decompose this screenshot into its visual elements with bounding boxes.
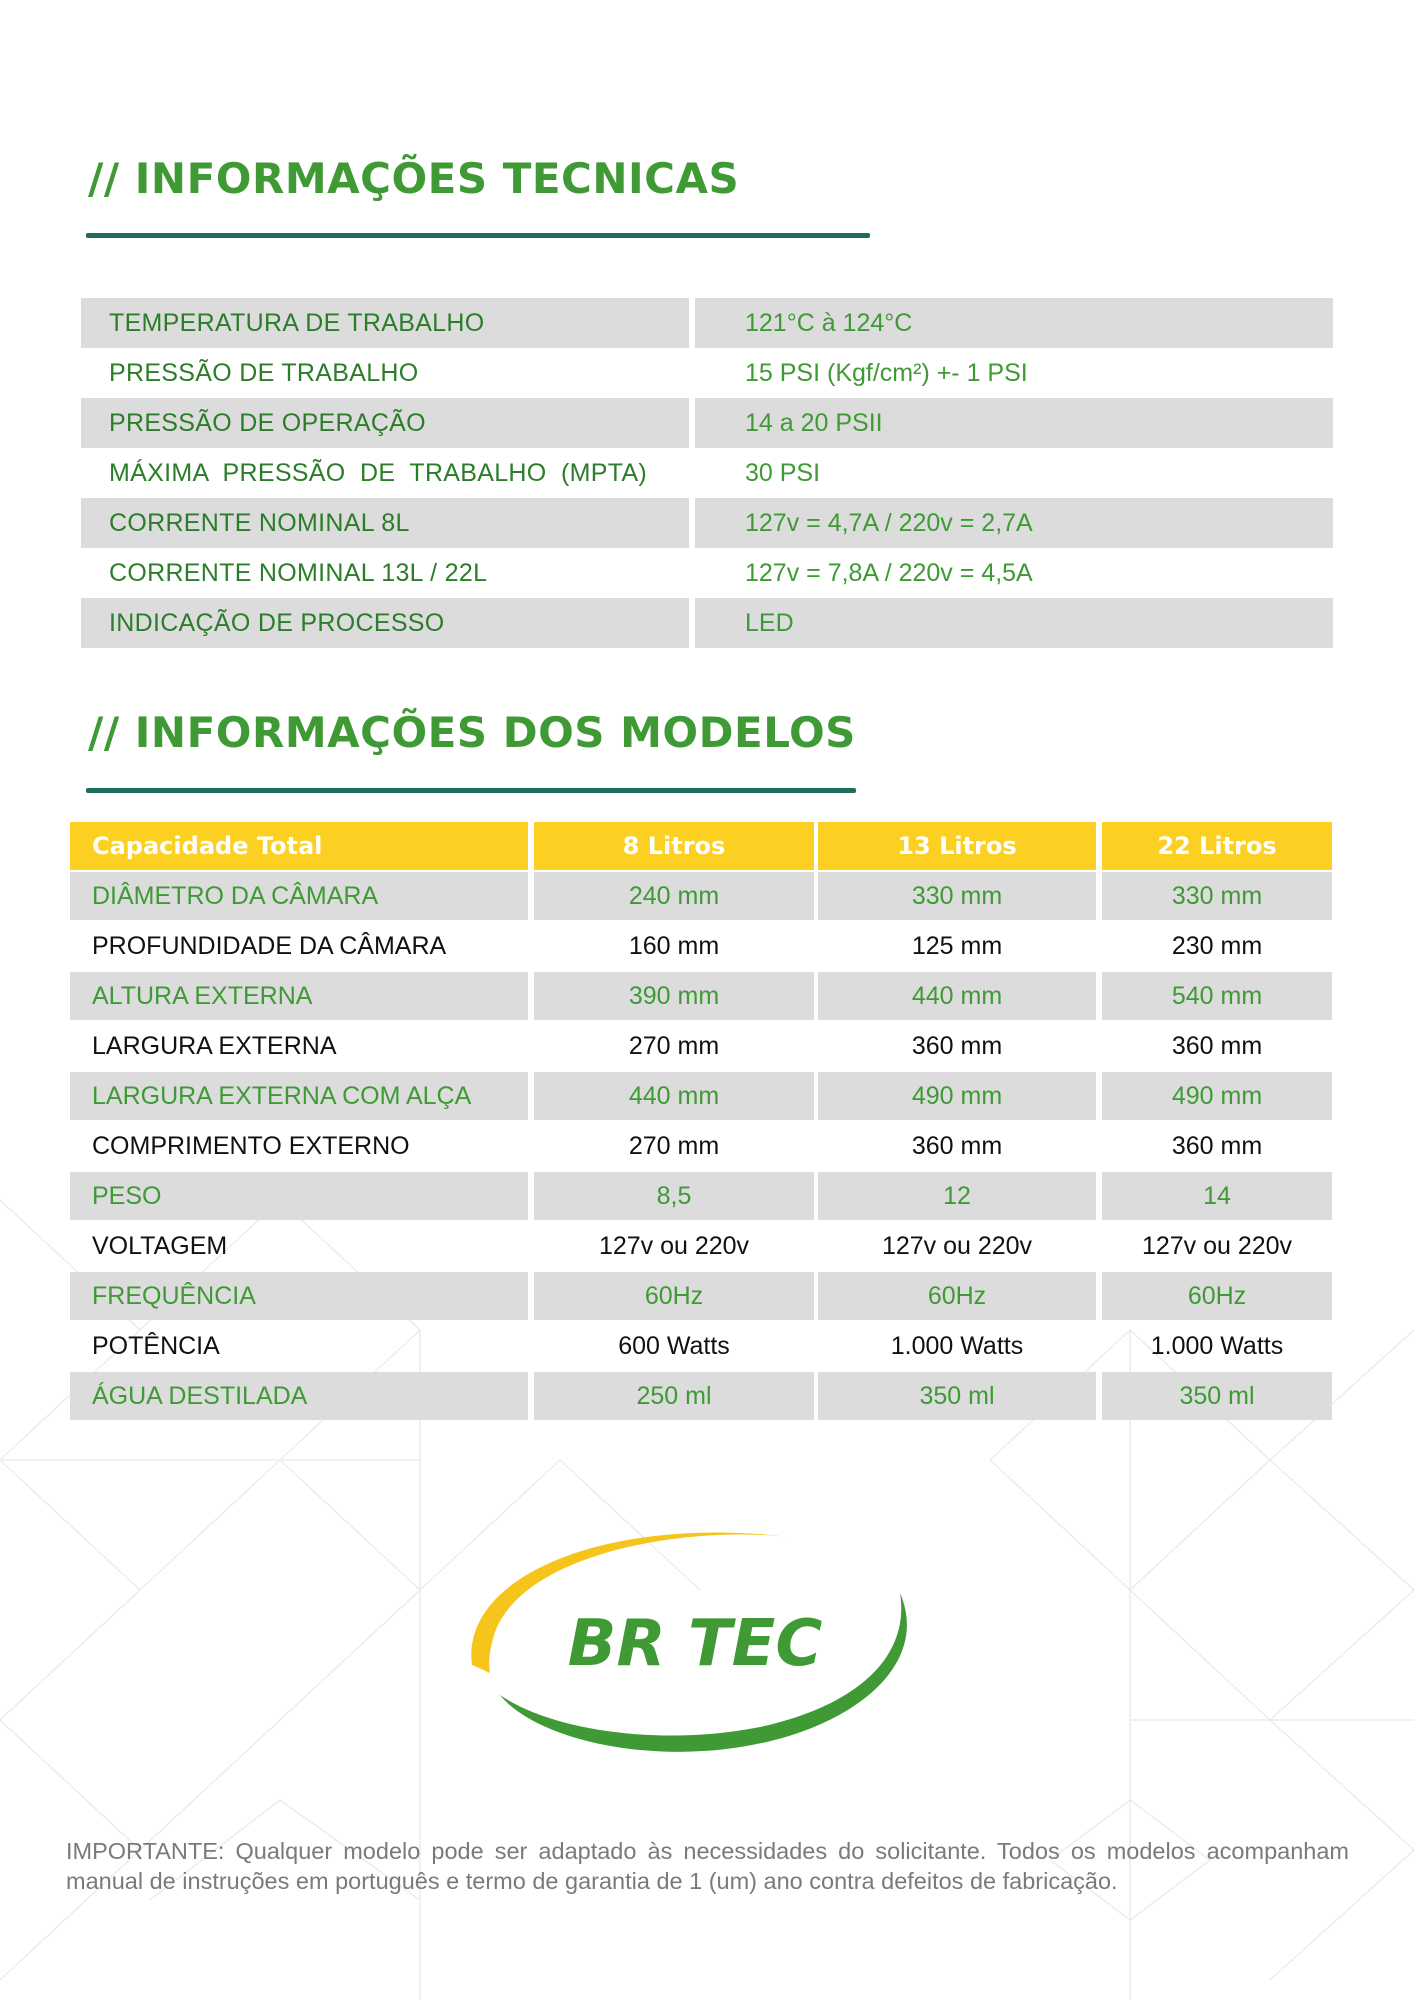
tech-row (81, 598, 1333, 648)
cell-13l: 125 mm (911, 931, 1003, 960)
tech-value: 121°C à 124°C (695, 298, 1333, 348)
table-row (70, 1372, 1334, 1422)
cell-8l: 250 ml (534, 1372, 814, 1420)
table-row (70, 872, 1334, 922)
tech-value: 127v = 4,7A / 220v = 2,7A (695, 498, 1333, 548)
cell-8l: 240 mm (534, 872, 814, 920)
cell-22l: 230 mm (1171, 931, 1263, 960)
cell-13l: 60Hz (818, 1272, 1096, 1320)
tech-row (81, 398, 1333, 448)
tech-value: 15 PSI (Kgf/cm²) +- 1 PSI (745, 358, 1028, 387)
table-row (70, 922, 1334, 972)
cell-8l: 160 mm (628, 931, 720, 960)
tech-value: 14 a 20 PSII (695, 398, 1333, 448)
tech-row (81, 348, 1333, 398)
cell-22l: 490 mm (1102, 1072, 1332, 1120)
footnote-text: IMPORTANTE: Qualquer modelo pode ser adaptado às necessidades do solicitante. Todos os modelos acompanham manual de instruções em português e termo de garantia de 1 (um) ano contra defeitos de fabricação. (66, 1838, 1349, 1894)
models-section-rule (86, 788, 856, 793)
logo-text: BR TEC (567, 1607, 823, 1681)
cell-22l: 540 mm (1102, 972, 1332, 1020)
row-label: POTÊNCIA (92, 1331, 220, 1360)
row-label: FREQUÊNCIA (70, 1272, 528, 1320)
header-cell: 22 Litros (1102, 822, 1332, 870)
row-label: LARGURA EXTERNA COM ALÇA (70, 1072, 528, 1120)
row-label: ALTURA EXTERNA (70, 972, 528, 1020)
cell-13l: 330 mm (818, 872, 1096, 920)
tech-label: TEMPERATURA DE TRABALHO (81, 298, 689, 348)
header-cell: 8 Litros (534, 822, 814, 870)
tech-label: CORRENTE NOMINAL 8L (81, 498, 689, 548)
header-cell: Capacidade Total (70, 822, 528, 870)
cell-22l: 330 mm (1102, 872, 1332, 920)
tech-row (81, 548, 1333, 598)
tech-label: CORRENTE NOMINAL 13L / 22L (109, 558, 488, 587)
table-row (70, 972, 1334, 1022)
tech-label: INDICAÇÃO DE PROCESSO (81, 598, 689, 648)
cell-13l: 360 mm (911, 1031, 1003, 1060)
table-row (70, 1022, 1334, 1072)
row-label: COMPRIMENTO EXTERNO (92, 1131, 410, 1160)
tech-value: 30 PSI (745, 458, 821, 487)
models-section-title: // INFORMAÇÕES DOS MODELOS (88, 708, 856, 757)
cell-13l: 360 mm (911, 1131, 1003, 1160)
cell-8l: 127v ou 220v (598, 1231, 750, 1260)
row-label: PROFUNDIDADE DA CÂMARA (92, 931, 447, 960)
row-label: LARGURA EXTERNA (92, 1031, 337, 1060)
cell-13l: 490 mm (818, 1072, 1096, 1120)
tech-value: LED (695, 598, 1333, 648)
cell-13l: 440 mm (818, 972, 1096, 1020)
cell-8l: 270 mm (628, 1131, 720, 1160)
cell-8l: 60Hz (534, 1272, 814, 1320)
tech-label: MÁXIMA PRESSÃO DE TRABALHO (MPTA) (109, 458, 648, 487)
cell-22l: 360 mm (1171, 1131, 1263, 1160)
cell-22l: 14 (1102, 1172, 1332, 1220)
tech-row (81, 298, 1333, 348)
cell-22l: 360 mm (1171, 1031, 1263, 1060)
table-row (70, 1072, 1334, 1122)
brtec-logo (460, 1515, 920, 1770)
cell-8l: 390 mm (534, 972, 814, 1020)
table-row (70, 1322, 1334, 1372)
tech-value: 127v = 7,8A / 220v = 4,5A (745, 558, 1033, 587)
row-label: DIÂMETRO DA CÂMARA (70, 872, 528, 920)
tech-label: PRESSÃO DE OPERAÇÃO (81, 398, 689, 448)
cell-13l: 12 (818, 1172, 1096, 1220)
cell-8l: 600 Watts (618, 1331, 730, 1360)
cell-13l: 1.000 Watts (890, 1331, 1024, 1360)
models-table (70, 822, 1334, 1422)
models-table-header (70, 822, 1334, 872)
cell-22l: 1.000 Watts (1150, 1331, 1284, 1360)
tech-section-rule (86, 233, 870, 238)
table-row (70, 1122, 1334, 1172)
tech-info-table (81, 298, 1333, 648)
tech-section-title: // INFORMAÇÕES TECNICAS (88, 154, 740, 203)
cell-8l: 440 mm (534, 1072, 814, 1120)
row-label: PESO (70, 1172, 528, 1220)
table-row (70, 1272, 1334, 1322)
row-label: ÁGUA DESTILADA (70, 1372, 528, 1420)
cell-13l: 350 ml (818, 1372, 1096, 1420)
tech-row (81, 498, 1333, 548)
tech-row (81, 448, 1333, 498)
header-cell: 13 Litros (818, 822, 1096, 870)
cell-22l: 350 ml (1102, 1372, 1332, 1420)
table-row (70, 1172, 1334, 1222)
cell-22l: 60Hz (1102, 1272, 1332, 1320)
cell-22l: 127v ou 220v (1141, 1231, 1293, 1260)
cell-8l: 8,5 (534, 1172, 814, 1220)
row-label: VOLTAGEM (92, 1231, 228, 1260)
tech-label: PRESSÃO DE TRABALHO (109, 358, 419, 387)
cell-13l: 127v ou 220v (881, 1231, 1033, 1260)
cell-8l: 270 mm (628, 1031, 720, 1060)
table-row (70, 1222, 1334, 1272)
